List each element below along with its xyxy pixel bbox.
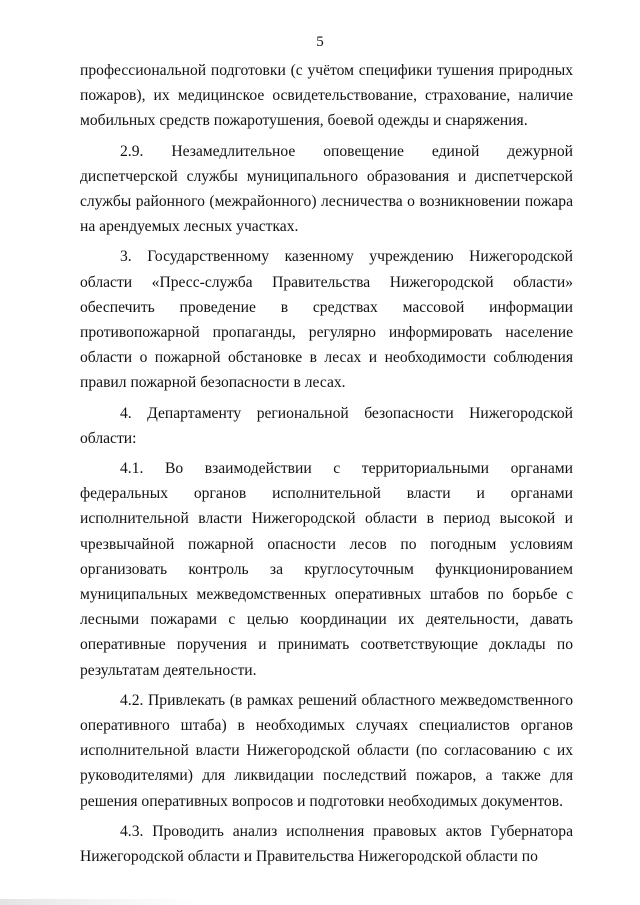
- paragraph-4-2: 4.2. Привлекать (в рамках решений областного межведомственного оперативного штаба) в необходимых случаях специалистов органов исполнительной власти Нижегородской области (по согласованию с их руководителями) для ликвидации последствий пожаров, а также для решения оперативных вопросов и подготовки необходимых документов.: [80, 691, 573, 810]
- paragraph-4: 4. Департаменту региональной безопасности Нижегородской области:: [80, 404, 573, 447]
- paragraph-3: 3. Государственному казенному учреждению Нижегородской области «Пресс-служба Правительства Нижегородской области» обеспечить проведение в средствах массовой информации противопожарной пропаганды, регулярно информировать население области о пожарной обстановке в лесах и необходимости соблюдения правил пожарной безопасности в лесах.: [80, 248, 573, 392]
- document-body: [80, 58, 573, 869]
- paragraph-2-9: 2.9. Незамедлительное оповещение единой дежурной диспетчерской службы муниципального образования и диспетчерской службы районного (межрайонного) лесничества о возникновении пожара на арендуемых лесных участках.: [80, 142, 573, 236]
- scan-artifact: [0, 899, 200, 905]
- page-number: 5: [316, 34, 324, 50]
- paragraph-4-1: 4.1. Во взаимодействии с территориальными органами федеральных органов исполнительной власти и органами исполнительной власти Нижегородской области в период высокой и чрезвычайной пожарной опасности лесов по погодным условиям организовать контроль за круглосуточным функционированием муниципальных межведомственных оперативных штабов по борьбе с лесными пожарами с целью координации их деятельности, давать оперативные поручения и принимать соответствующие доклады по результатам деятельности.: [80, 460, 573, 679]
- paragraph-4-3: 4.3. Проводить анализ исполнения правовых актов Губернатора Нижегородской области и Правительства Нижегородской области по: [80, 822, 573, 866]
- paragraph-continuation: профессиональной подготовки (с учётом специфики тушения природных пожаров), их медицинское освидетельствование, страхование, наличие мобильных средств пожаротушения, боевой одежды и снаряжения.: [80, 62, 573, 130]
